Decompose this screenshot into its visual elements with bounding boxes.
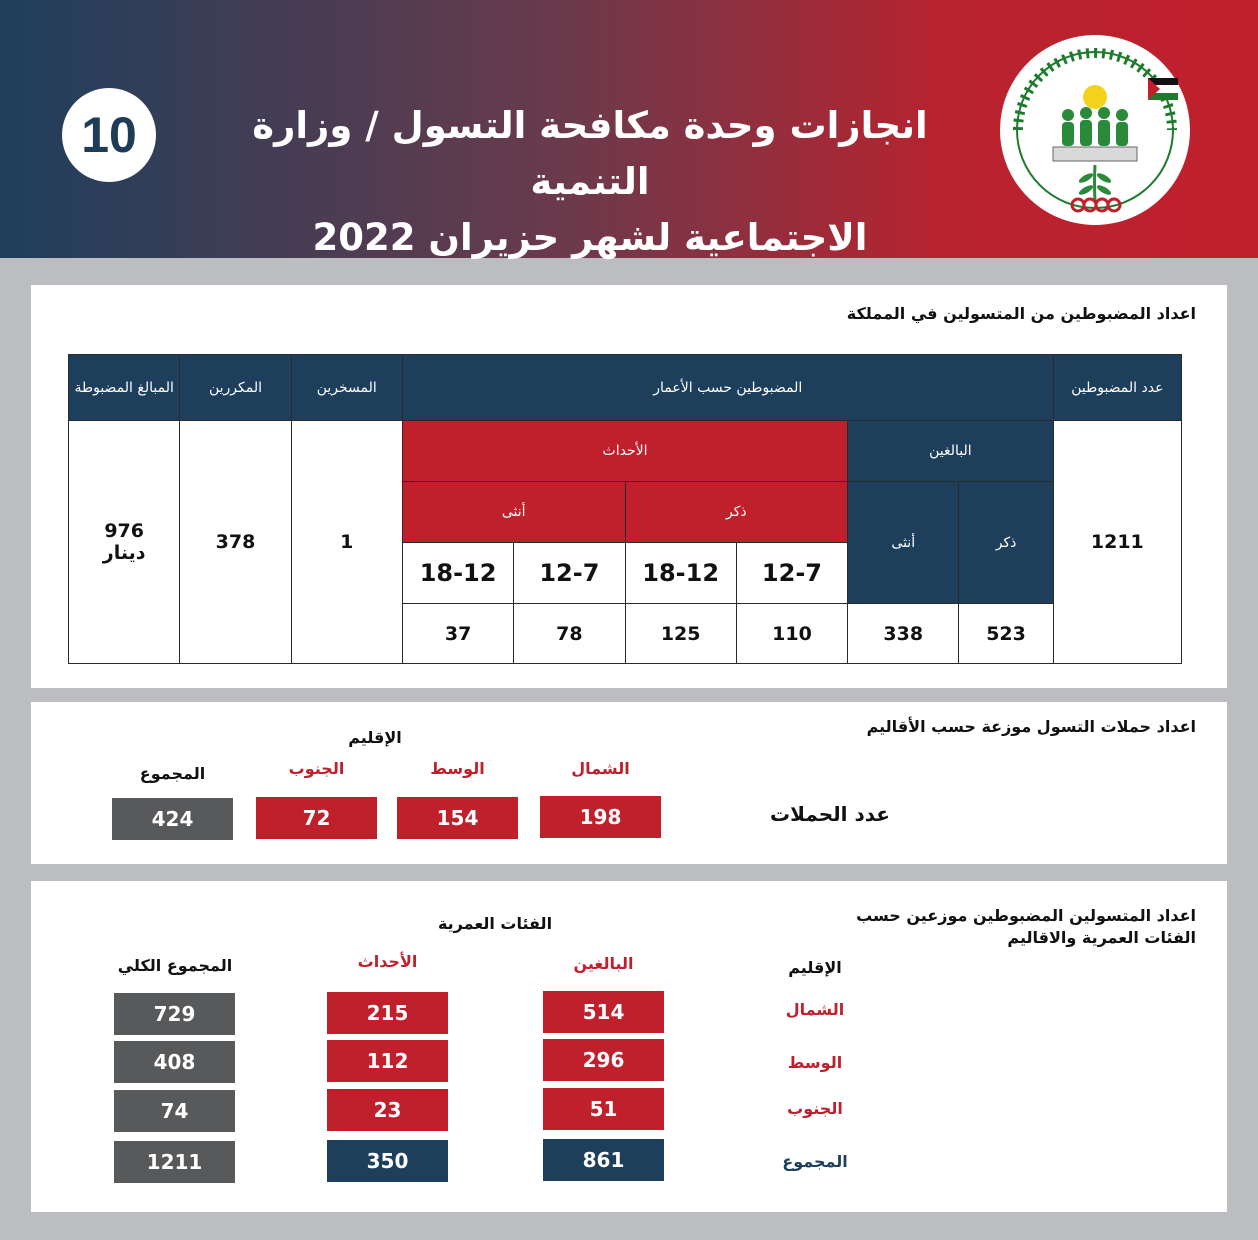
page-title-line2: الاجتماعية لشهر حزيران 2022 [312,216,868,259]
value-exploited: 1 [291,421,402,664]
adults-north: 514 [543,991,664,1033]
campaign-value-south: 72 [256,797,377,839]
header-adult-female: أنثى [848,482,959,604]
region-label-north: الشمال [785,1000,845,1019]
campaign-value-central: 154 [397,797,518,839]
header-age-12-18-male: 18-12 [625,543,736,604]
value-juv-female-12-18: 37 [402,604,513,664]
section3-title-line1: اعداد المتسولين المضبوطين موزعين حسب [856,906,1196,925]
region-label-south: الجنوب [787,1099,843,1118]
col-adults-header: البالغين [573,954,634,973]
campaign-value-total: 424 [112,798,233,840]
header-adults: البالغين [848,421,1054,482]
header-juveniles: الأحداث [402,421,847,482]
adults-total: 861 [543,1139,664,1181]
juveniles-north: 215 [327,992,448,1034]
value-juv-female-7-12: 78 [514,604,625,664]
value-juv-male-12-18: 125 [625,604,736,664]
section3-region-header: الإقليم [788,958,842,977]
header-adult-male: ذكر [959,482,1053,604]
value-amount-number: 976 [104,520,144,542]
header-total-seized: عدد المضبوطين [1053,355,1181,421]
value-adult-female: 338 [848,604,959,664]
section3-age-header: الفئات العمرية [437,914,553,933]
section3-title-line2: الفئات العمرية والاقاليم [1007,928,1196,947]
value-juv-male-7-12: 110 [736,604,847,664]
value-amount-currency: دينار [102,542,146,564]
total-north: 729 [114,993,235,1035]
total-south: 74 [114,1090,235,1132]
grand-total: 1211 [114,1141,235,1183]
campaign-col-central: الوسط [430,759,485,778]
adults-central: 296 [543,1039,664,1081]
page-title [190,98,990,266]
header-age-7-12-male: 12-7 [736,543,847,604]
page-header [0,0,1258,258]
campaign-row-label: عدد الحملات [770,802,890,826]
col-juveniles-header: الأحداث [357,952,418,971]
header-age-7-12-female: 12-7 [514,543,625,604]
header-exploited: المسخرين [291,355,402,421]
section2-title: اعداد حملات التسول موزعة حسب الأقاليم [866,717,1196,736]
value-total-seized: 1211 [1053,421,1181,664]
value-amount [69,421,180,664]
page-number-badge: 10 [62,88,156,182]
campaign-col-total: المجموع [139,764,206,783]
header-juvenile-male: ذكر [625,482,848,543]
section2-region-header: الإقليم [348,728,402,747]
ministry-logo [998,33,1192,227]
header-age-12-18-female: 18-12 [402,543,513,604]
seized-beggars-table [68,354,1182,664]
header-juvenile-female: أنثى [402,482,625,543]
juveniles-south: 23 [327,1089,448,1131]
value-adult-male: 523 [959,604,1053,664]
value-repeat: 378 [180,421,291,664]
header-amounts: المبالغ المضبوطة [69,355,180,421]
total-central: 408 [114,1041,235,1083]
header-repeat: المكررين [180,355,291,421]
campaign-value-north: 198 [540,796,661,838]
adults-south: 51 [543,1088,664,1130]
campaign-col-south: الجنوب [288,759,345,778]
campaign-col-north: الشمال [571,759,630,778]
header-by-age: المضبوطين حسب الأعمار [402,355,1053,421]
region-label-central: الوسط [787,1053,843,1072]
col-total-header: المجموع الكلي [117,956,233,975]
juveniles-central: 112 [327,1040,448,1082]
section1-title: اعداد المضبوطين من المتسولين في المملكة [846,304,1196,323]
juveniles-total: 350 [327,1140,448,1182]
page-title-line1: انجازات وحدة مكافحة التسول / وزارة التنمية [252,104,928,203]
region-label-total: المجموع [782,1152,848,1171]
section3-title [760,905,1196,949]
